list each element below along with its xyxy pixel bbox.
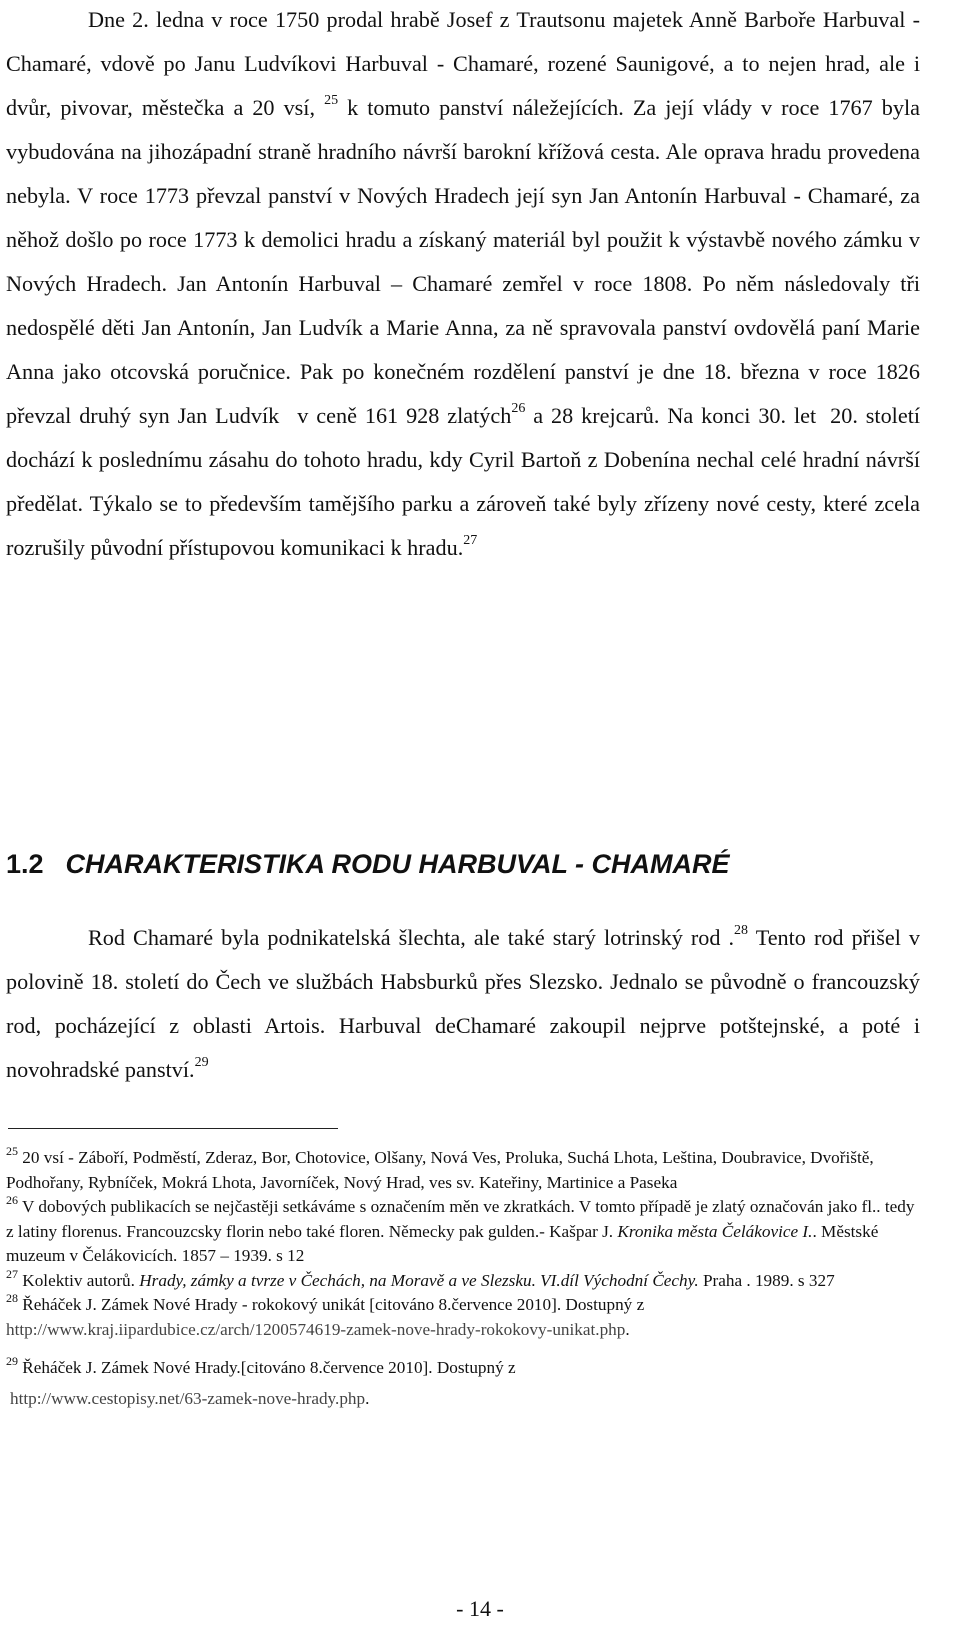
- footnote-ref-29[interactable]: 29: [194, 1055, 209, 1070]
- section-number: 1.2: [6, 849, 44, 879]
- footnote-text: Řeháček J. Zámek Nové Hrady - rokokový unikát [citováno 8.července 2010]. Dostupný z: [22, 1295, 645, 1314]
- footnote-25: [6, 1146, 920, 1195]
- footnote-29-link-line: [6, 1387, 920, 1412]
- footnote-text: Řeháček J. Zámek Nové Hrady.[citováno 8.července 2010]. Dostupný z: [22, 1358, 516, 1377]
- footnote-text: .: [365, 1388, 370, 1408]
- paragraph-text: Dne 2. ledna v roce 1750 prodal hrabě Josef z Trautsonu majetek Anně Barboře Harbuval - Chamaré, vdově po Janu Ludvíkovi Harbuval - Chamaré, rozené Saunigové, a to nejen hrad, ale i dvůr, pivovar, městečka a 20 vsí,: [6, 7, 920, 120]
- paragraph-text: v ceně 161 928 zlatých: [297, 403, 512, 428]
- paragraph-text: Rod Chamaré byla podnikatelská šlechta, ale také starý lotrinský rod: [88, 925, 721, 950]
- paragraph-text: a 28 krejcarů. Na konci 30. let: [533, 403, 817, 428]
- footnote-ref-26[interactable]: 26: [511, 401, 526, 416]
- footnote-cited-title: Kronika města Čelákovice I.: [617, 1221, 813, 1241]
- footnote-number: 29: [6, 1354, 18, 1368]
- section-heading: [6, 846, 730, 882]
- footnote-link[interactable]: http://www.cestopisy.net/63-zamek-nove-hrady.php: [10, 1388, 366, 1408]
- section-title: CHARAKTERISTIKA RODU HARBUVAL - CHAMARÉ: [65, 849, 730, 879]
- footnote-number: 28: [6, 1291, 18, 1305]
- footnote-number: 27: [6, 1266, 18, 1281]
- footnote-ref-27[interactable]: 27: [463, 533, 478, 548]
- footnote-number: 25: [6, 1144, 18, 1158]
- footnote-28: [6, 1293, 920, 1342]
- footnote-link[interactable]: http://www.kraj.iipardubice.cz/arch/1200574619-zamek-nove-hrady-rokokovy-unikat.php: [6, 1319, 626, 1339]
- footnote-29: [6, 1356, 920, 1381]
- body-section-2: [6, 916, 920, 1092]
- footnote-number: 26: [6, 1193, 18, 1207]
- footnote-text: . Městské muzeum v Čelákovicích. 1857 – 1939. s 12: [6, 1221, 879, 1265]
- paragraph-text: Tento rod přišel v polovině 18. století do Čech ve službách Habsburků přes Slezsko. Jednalo se původně o francouzský rod, pocházející z oblasti Artois. Harbuval deChamaré zakoupil nejprve potštejnské, a poté i novohradské panství.: [6, 925, 920, 1082]
- footnote-text: 20 vsí - Záboří, Podměstí, Zderaz, Bor, Chotovice, Olšany, Nová Ves, Proluka, Suchá Lhota, Leština, Doubravice, Dvořiště, Podhořany, Rybníček, Mokrá Lhota, Javorníček, Nový Hrad, ves sv. Kateřiny, Martinice a Paseka: [6, 1148, 874, 1192]
- paragraph-text: k tomuto panství náležejících. Za její vlády v roce 1767 byla vybudována na jihozápadní straně hradního návrší barokní křížová cesta. Ale oprava hradu provedena nebyla. V roce 1773 převzal panství v Nových Hradech její syn Jan Antonín Harbuval - Chamaré, za něhož došlo po roce 1773 k demolici hradu a získaný materiál byl použit k výstavbě nového zámku v Nových Hradech. Jan Antonín Harbuval – Chamaré zemřel v roce 1808. Po něm následovaly tři nedospělé děti Jan Antonín, Jan Ludvík a Marie Anna, za ně spravovala panství ovdovělá paní Marie Anna jako otcovská poručnice. Pak po konečném rozdělení panství je dne 18. března v roce 1826 převzal druhý syn Jan Ludvík: [6, 95, 920, 428]
- footnote-text: V dobových publikacích se nejčastěji setkáváme s označením měn ve zkratkách. V tomto případě je zlatý označován jako fl.. tedy z latiny florenus. Francouzcsky florin nebo také floren. Německy pak gulden.- Kašpar J.: [6, 1197, 915, 1241]
- paragraph-text: 20. století dochází k poslednímu zásahu do tohoto hradu, kdy Cyril Bartoň z Dobenína nechal celé hradní návrší předělat. Týkalo se to především tamějšího parku a zároveň také byly zřízeny nové cesty, které zcela rozrušily původní přístupovou komunikaci k hradu.: [6, 403, 921, 560]
- footnote-separator: [8, 1128, 338, 1129]
- footnote-text: Kolektiv autorů.: [22, 1270, 135, 1290]
- footnote-ref-28[interactable]: 28: [734, 923, 749, 938]
- footnote-text: .: [625, 1319, 630, 1339]
- footnote-26: [6, 1195, 920, 1269]
- footnote-ref-25[interactable]: 25: [324, 93, 339, 108]
- footnotes: [6, 1146, 920, 1411]
- body-section-1: [6, 0, 920, 570]
- footnote-27: [6, 1266, 920, 1294]
- paragraph-text: .: [728, 925, 735, 950]
- footnote-text: Praha . 1989. s 327: [702, 1270, 835, 1290]
- footnote-cited-title: Hrady, zámky a tvrze v Čechách, na Moravě a ve Slezsku. VI.díl Východní Čechy.: [139, 1270, 699, 1290]
- page-number: - 14 -: [456, 1596, 504, 1621]
